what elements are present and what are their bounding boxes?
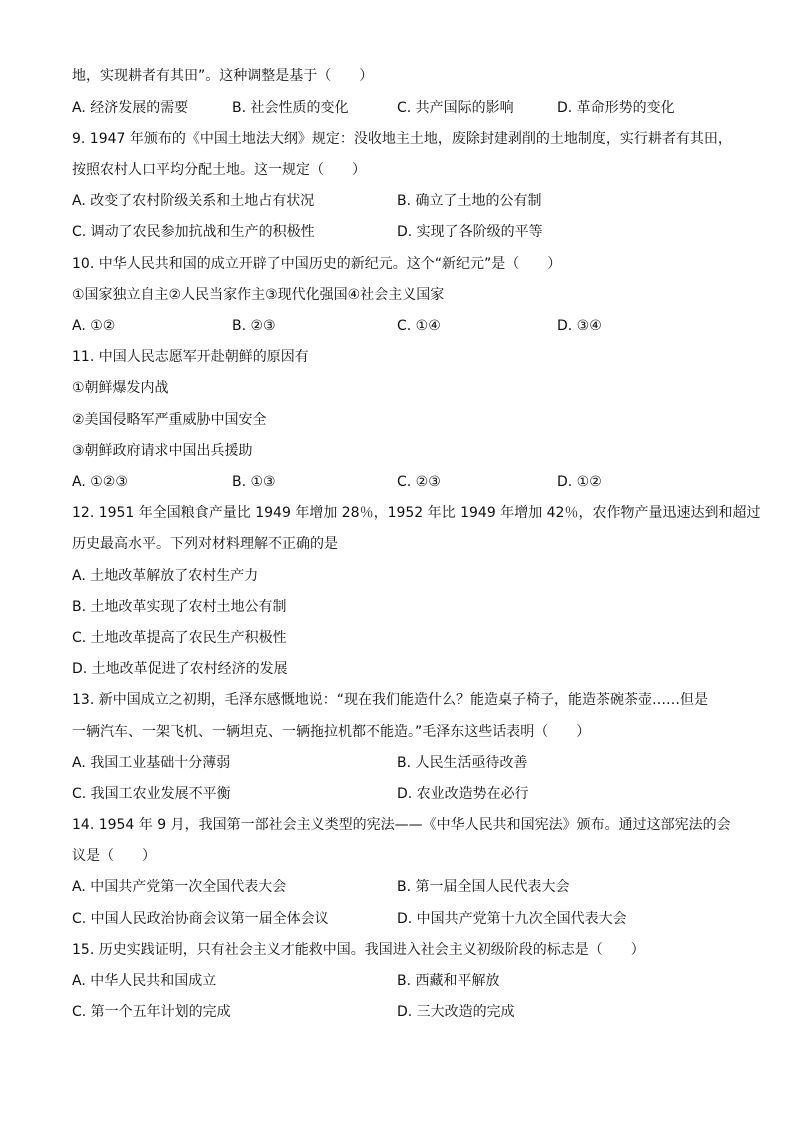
- q8-option-d: D. 革命形势的变化: [557, 100, 675, 116]
- q15-stem-line-1: 15. 历史实践证明，只有社会主义才能救中国。我国进入社会主义初级阶段的标志是（ ）: [72, 942, 645, 958]
- q11-item-3: ③朝鲜政府请求中国出兵援助: [72, 443, 253, 459]
- q10-option-d: D. ③④: [557, 318, 602, 334]
- q15-option-d: D. 三大改造的完成: [397, 1004, 515, 1020]
- q14-stem-line-2: 议是（ ）: [72, 848, 156, 864]
- q13-option-b: B. 人民生活亟待改善: [397, 755, 528, 771]
- q14-option-c: C. 中国人民政治协商会议第一届全体会议: [72, 911, 329, 927]
- q11-option-d: D. ①②: [557, 474, 602, 490]
- q14-option-d: D. 中国共产党第十九次全国代表大会: [397, 911, 627, 927]
- q12-option-b: B. 土地改革实现了农村土地公有制: [72, 599, 287, 615]
- q13-stem-line-2: 一辆汽车、一架飞机、一辆坦克、一辆拖拉机都不能造。”毛泽东这些话表明（ ）: [72, 724, 591, 740]
- q13-option-d: D. 农业改造势在必行: [397, 786, 529, 802]
- q12-option-c: C. 土地改革提高了农民生产积极性: [72, 630, 287, 646]
- q11-option-c: C. ②③: [397, 474, 441, 490]
- q12-stem-line-2: 历史最高水平。下列对材料理解不正确的是: [72, 536, 338, 552]
- q12-option-a: A. 土地改革解放了农村生产力: [72, 568, 259, 584]
- q13-option-c: C. 我国工农业发展不平衡: [72, 786, 231, 802]
- q11-option-b: B. ①③: [232, 474, 276, 490]
- q15-option-b: B. 西藏和平解放: [397, 973, 500, 989]
- q10-option-a: A. ①②: [72, 318, 116, 334]
- q10-option-c: C. ①④: [397, 318, 441, 334]
- q8-option-a: A. 经济发展的需要: [72, 100, 189, 116]
- q8-option-c: C. 共产国际的影响: [397, 100, 514, 116]
- q9-stem-line-1: 9. 1947 年颁布的《中国土地法大纲》规定：没收地主土地，废除封建剥削的土地制度，实行耕者有其田，: [72, 131, 732, 147]
- q11-item-2: ②美国侵略军严重威胁中国安全: [72, 412, 267, 428]
- q14-stem-line-1: 14. 1954 年 9 月，我国第一部社会主义类型的宪法——《中华人民共和国宪法》颁布。通过这部宪法的会: [72, 817, 731, 833]
- q13-stem-line-1: 13. 新中国成立之初期，毛泽东感慨地说：“现在我们能造什么？能造桌子椅子，能造茶碗茶壶……但是: [72, 692, 708, 708]
- q10-stem-line-2: ①国家独立自主②人民当家作主③现代化强国④社会主义国家: [72, 287, 445, 303]
- q9-stem-line-2: 按照农村人口平均分配土地。这一规定（ ）: [72, 162, 366, 178]
- q14-option-b: B. 第一届全国人民代表大会: [397, 879, 570, 895]
- q12-option-d: D. 土地改革促进了农村经济的发展: [72, 661, 288, 677]
- q11-stem-line-1: 11. 中国人民志愿军开赴朝鲜的原因有: [72, 349, 309, 365]
- q14-option-a: A. 中国共产党第一次全国代表大会: [72, 879, 287, 895]
- q8-stem-cont: 地，实现耕者有其田”。这种调整是基于（ ）: [72, 68, 374, 84]
- q10-stem-line-1: 10. 中华人民共和国的成立开辟了中国历史的新纪元。这个“新纪元”是（ ）: [72, 256, 562, 272]
- q9-option-a: A. 改变了农村阶级关系和土地占有状况: [72, 193, 315, 209]
- q13-option-a: A. 我国工业基础十分薄弱: [72, 755, 231, 771]
- q11-item-1: ①朝鲜爆发内战: [72, 380, 169, 396]
- q12-stem-line-1: 12. 1951 年全国粮食产量比 1949 年增加 28％，1952 年比 1949 年增加 42％，农作物产量迅速达到和超过: [72, 505, 761, 521]
- q9-option-c: C. 调动了农民参加抗战和生产的积极性: [72, 224, 315, 240]
- q8-option-b: B. 社会性质的变化: [232, 100, 349, 116]
- q15-option-a: A. 中华人民共和国成立: [72, 973, 217, 989]
- q15-option-c: C. 第一个五年计划的完成: [72, 1004, 231, 1020]
- q11-option-a: A. ①②③: [72, 474, 128, 490]
- q9-option-b: B. 确立了土地的公有制: [397, 193, 542, 209]
- q9-option-d: D. 实现了各阶级的平等: [397, 224, 543, 240]
- q10-option-b: B. ②③: [232, 318, 276, 334]
